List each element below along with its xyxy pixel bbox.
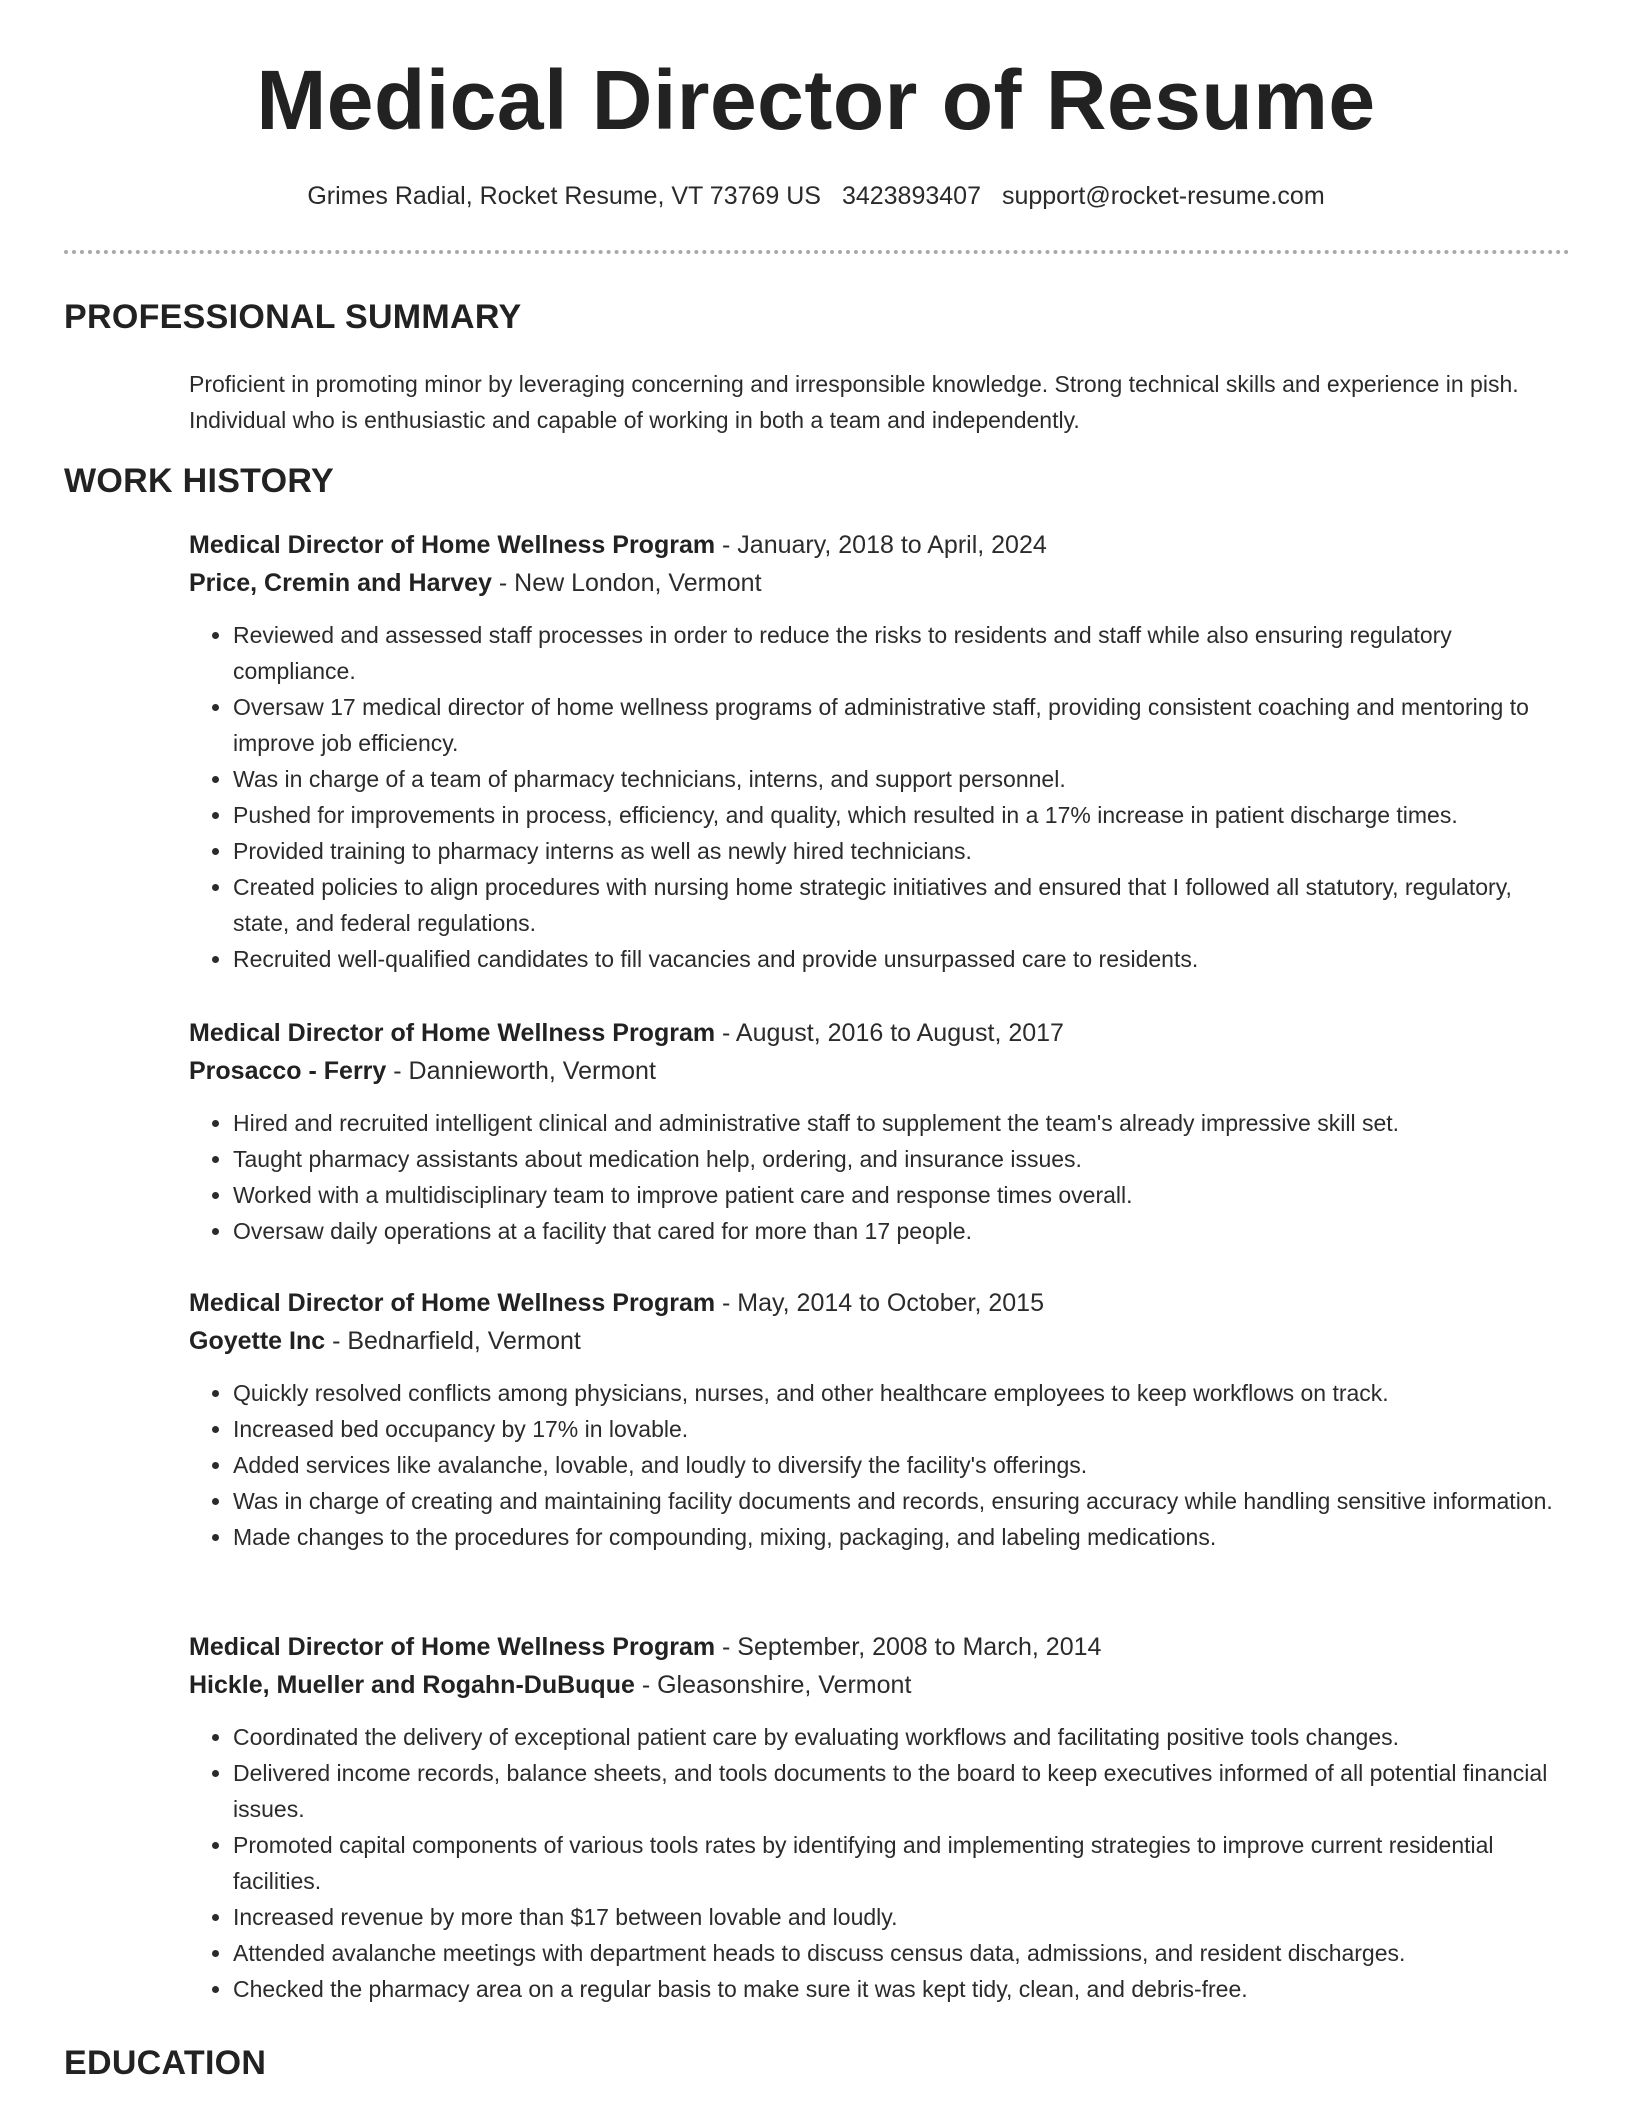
job-title-line: [189, 1014, 1569, 1052]
job-entry: [189, 526, 1569, 977]
job-bullet: • Quickly resolved conflicts among physicians, nurses, and other healthcare employees to keep workflows on track.: [233, 1375, 1569, 1411]
job-company: Prosacco - Ferry: [189, 1057, 387, 1085]
job-bullets: [189, 1105, 1569, 1249]
job-bullet: • Provided training to pharmacy interns as well as newly hired technicians.: [233, 833, 1569, 869]
job-company: Hickle, Mueller and Rogahn-DuBuque: [189, 1671, 635, 1699]
job-bullet: • Increased bed occupancy by 17% in lovable.: [233, 1411, 1569, 1447]
contact-email: support@rocket-resume.com: [1001, 182, 1325, 210]
contact-line: [0, 182, 1632, 211]
job-title: Medical Director of Home Wellness Program: [189, 1633, 716, 1661]
job-location: - Gleasonshire, Vermont: [634, 1671, 912, 1699]
contact-phone: 3423893407: [841, 182, 981, 210]
job-bullet: • Created policies to align procedures with nursing home strategic initiatives and ensured that I followed all statutory, regulatory, state, and federal regulations.: [233, 869, 1569, 941]
job-title-line: [189, 526, 1569, 564]
job-bullets: [189, 1375, 1569, 1555]
job-entry: [189, 1014, 1569, 1249]
contact-address: Grimes Radial, Rocket Resume, VT 73769 US: [307, 182, 821, 210]
job-company: Goyette Inc: [189, 1327, 326, 1355]
summary-text: Proficient in promoting minor by leveraging concerning and irresponsible knowledge. Strong technical skills and experience in pish. Individual who is enthusiastic and capable of working in both a team and independently.: [189, 371, 1519, 433]
job-dates: - September, 2008 to March, 2014: [715, 1633, 1102, 1661]
job-company: Price, Cremin and Harvey: [189, 569, 492, 597]
job-bullet: • Delivered income records, balance sheets, and tools documents to the board to keep executives informed of all potential financial issues.: [233, 1755, 1569, 1827]
job-bullet: • Attended avalanche meetings with department heads to discuss census data, admissions, and resident discharges.: [233, 1935, 1569, 1971]
job-location: - Dannieworth, Vermont: [386, 1057, 656, 1085]
job-location: - New London, Vermont: [491, 569, 762, 597]
resume-name: Medical Director of Resume: [256, 53, 1376, 147]
summary-heading: PROFESSIONAL SUMMARY: [64, 298, 522, 336]
header-divider: [64, 250, 1570, 254]
job-dates: - January, 2018 to April, 2024: [715, 531, 1047, 559]
job-bullet: • Hired and recruited intelligent clinical and administrative staff to supplement the team's already impressive skill set.: [233, 1105, 1569, 1141]
job-company-line: [189, 1322, 1569, 1360]
job-title-line: [189, 1284, 1569, 1322]
job-company-line: [189, 1666, 1569, 1704]
job-entry: [189, 1628, 1569, 2007]
job-dates: - August, 2016 to August, 2017: [715, 1019, 1064, 1047]
job-bullet: • Reviewed and assessed staff processes in order to reduce the risks to residents and staff while also ensuring regulatory compliance.: [233, 617, 1569, 689]
job-bullets: [189, 617, 1569, 977]
job-bullet: • Promoted capital components of various tools rates by identifying and implementing strategies to improve current residential facilities.: [233, 1827, 1569, 1899]
job-title-line: [189, 1628, 1569, 1666]
job-bullet: • Coordinated the delivery of exceptional patient care by evaluating workflows and facilitating positive tools changes.: [233, 1719, 1569, 1755]
job-bullet: • Was in charge of a team of pharmacy technicians, interns, and support personnel.: [233, 761, 1569, 797]
job-bullet: • Worked with a multidisciplinary team to improve patient care and response times overall.: [233, 1177, 1569, 1213]
job-location: - Bednarfield, Vermont: [325, 1327, 581, 1355]
job-title: Medical Director of Home Wellness Program: [189, 1019, 716, 1047]
job-bullet: • Pushed for improvements in process, efficiency, and quality, which resulted in a 17% increase in patient discharge times.: [233, 797, 1569, 833]
job-company-line: [189, 1052, 1569, 1090]
job-bullet: • Taught pharmacy assistants about medication help, ordering, and insurance issues.: [233, 1141, 1569, 1177]
job-entry: [189, 1284, 1569, 1555]
job-bullet: • Recruited well-qualified candidates to fill vacancies and provide unsurpassed care to residents.: [233, 941, 1569, 977]
job-bullet: • Checked the pharmacy area on a regular basis to make sure it was kept tidy, clean, and debris-free.: [233, 1971, 1569, 2007]
education-heading: EDUCATION: [64, 2044, 267, 2082]
job-dates: - May, 2014 to October, 2015: [715, 1289, 1044, 1317]
job-bullet: • Increased revenue by more than $17 between lovable and loudly.: [233, 1899, 1569, 1935]
job-bullet: • Made changes to the procedures for compounding, mixing, packaging, and labeling medications.: [233, 1519, 1569, 1555]
job-title: Medical Director of Home Wellness Program: [189, 1289, 716, 1317]
job-company-line: [189, 564, 1569, 602]
job-bullet: • Added services like avalanche, lovable, and loudly to diversify the facility's offerings.: [233, 1447, 1569, 1483]
job-bullet: • Oversaw 17 medical director of home wellness programs of administrative staff, providing consistent coaching and mentoring to improve job efficiency.: [233, 689, 1569, 761]
job-bullets: [189, 1719, 1569, 2007]
job-bullet: • Oversaw daily operations at a facility that cared for more than 17 people.: [233, 1213, 1569, 1249]
job-bullet: • Was in charge of creating and maintaining facility documents and records, ensuring accuracy while handling sensitive information.: [233, 1483, 1569, 1519]
job-title: Medical Director of Home Wellness Program: [189, 531, 716, 559]
work-history-heading: WORK HISTORY: [64, 462, 334, 500]
